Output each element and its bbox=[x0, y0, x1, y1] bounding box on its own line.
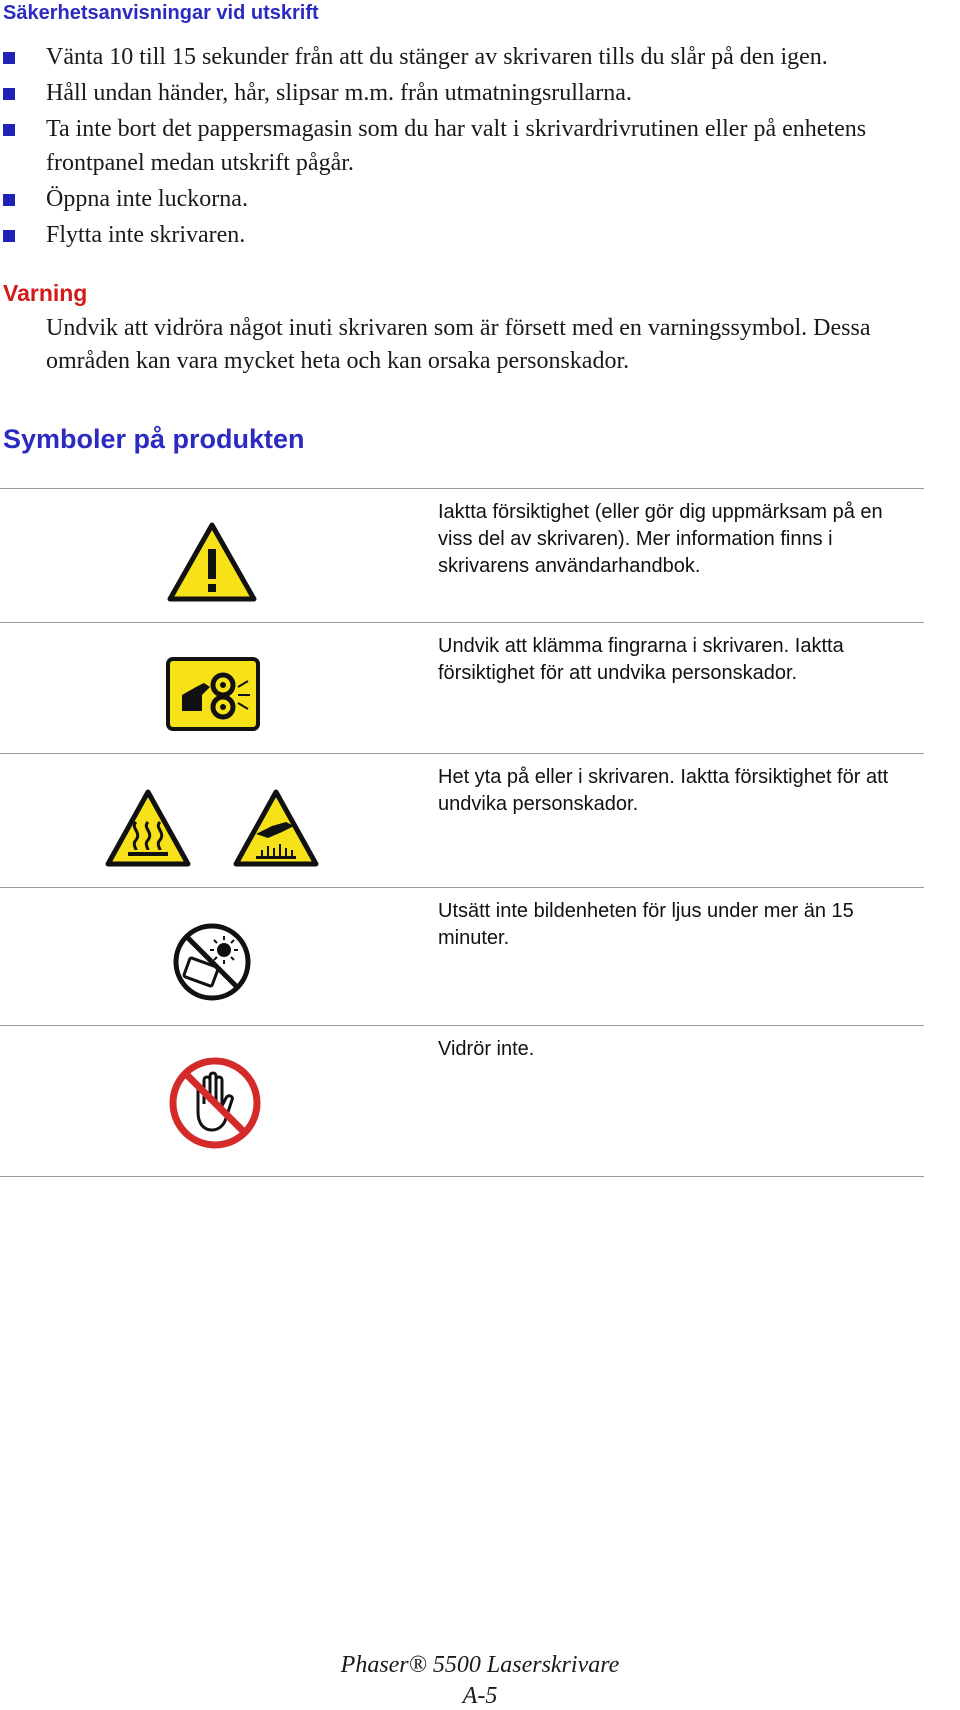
symbol-description: Het yta på eller i skrivaren. Iaktta försiktighet för att undvika personskador. bbox=[438, 766, 889, 815]
section-title: Säkerhetsanvisningar vid utskrift bbox=[3, 2, 319, 24]
square-bullet-icon bbox=[3, 230, 15, 242]
symbol-description: Undvik att klämma fingrarna i skrivaren. Iaktta försiktighet för att undvika personskador. bbox=[438, 635, 844, 684]
warning-title: Varning bbox=[3, 280, 88, 306]
bullet-item bbox=[0, 182, 960, 216]
symbol-row bbox=[0, 887, 924, 1025]
square-bullet-icon bbox=[3, 194, 15, 206]
bullet-text: Vänta 10 till 15 sekunder från att du stänger av skrivaren tills du slår på den igen. bbox=[46, 44, 828, 70]
symbol-description: Utsätt inte bildenheten för ljus under mer än 15 minuter. bbox=[438, 900, 854, 949]
symbols-title: Symboler på produkten bbox=[3, 424, 305, 454]
bullet-item bbox=[0, 218, 960, 252]
hot-surface-icon bbox=[104, 788, 192, 868]
square-bullet-icon bbox=[3, 52, 15, 64]
bullet-item bbox=[0, 112, 960, 180]
symbol-row bbox=[0, 488, 924, 622]
symbol-row bbox=[0, 1025, 924, 1176]
bullet-text: Öppna inte luckorna. bbox=[46, 186, 248, 212]
safety-bullet-list bbox=[0, 40, 960, 254]
hot-surface-hand-icon bbox=[232, 788, 320, 868]
symbol-row bbox=[0, 622, 924, 753]
bullet-text: Flytta inte skrivaren. bbox=[46, 222, 246, 248]
no-light-exposure-icon bbox=[172, 922, 252, 1002]
symbol-description: Iaktta försiktighet (eller gör dig uppmärksam på en viss del av skrivaren). Mer information finns i skrivarens användarhandbok. bbox=[438, 501, 883, 577]
bullet-text: Ta inte bort det pappersmagasin som du har valt i skrivardrivrutinen eller på enhetens frontpanel medan utskrift pågår. bbox=[46, 116, 867, 176]
bullet-item bbox=[0, 76, 960, 110]
symbols-table bbox=[0, 488, 924, 1177]
square-bullet-icon bbox=[3, 124, 15, 136]
caution-triangle-icon bbox=[166, 521, 258, 603]
finger-pinch-icon bbox=[166, 657, 260, 731]
symbol-row bbox=[0, 753, 924, 887]
square-bullet-icon bbox=[3, 88, 15, 100]
footer-model: Phaser® 5500 Laserskrivare bbox=[340, 1652, 620, 1678]
symbol-description: Vidrör inte. bbox=[438, 1038, 535, 1060]
warning-text: Undvik att vidröra något inuti skrivaren som är försett med en varningssymbol. Dessa områden kan vara mycket heta och kan orsaka personskador. bbox=[46, 315, 871, 374]
footer-page-number: A-5 bbox=[462, 1683, 498, 1709]
bullet-item bbox=[0, 40, 960, 74]
bullet-text: Håll undan händer, hår, slipsar m.m. från utmatningsrullarna. bbox=[46, 80, 632, 106]
table-bottom-rule bbox=[0, 1176, 924, 1177]
do-not-touch-icon bbox=[168, 1056, 262, 1150]
